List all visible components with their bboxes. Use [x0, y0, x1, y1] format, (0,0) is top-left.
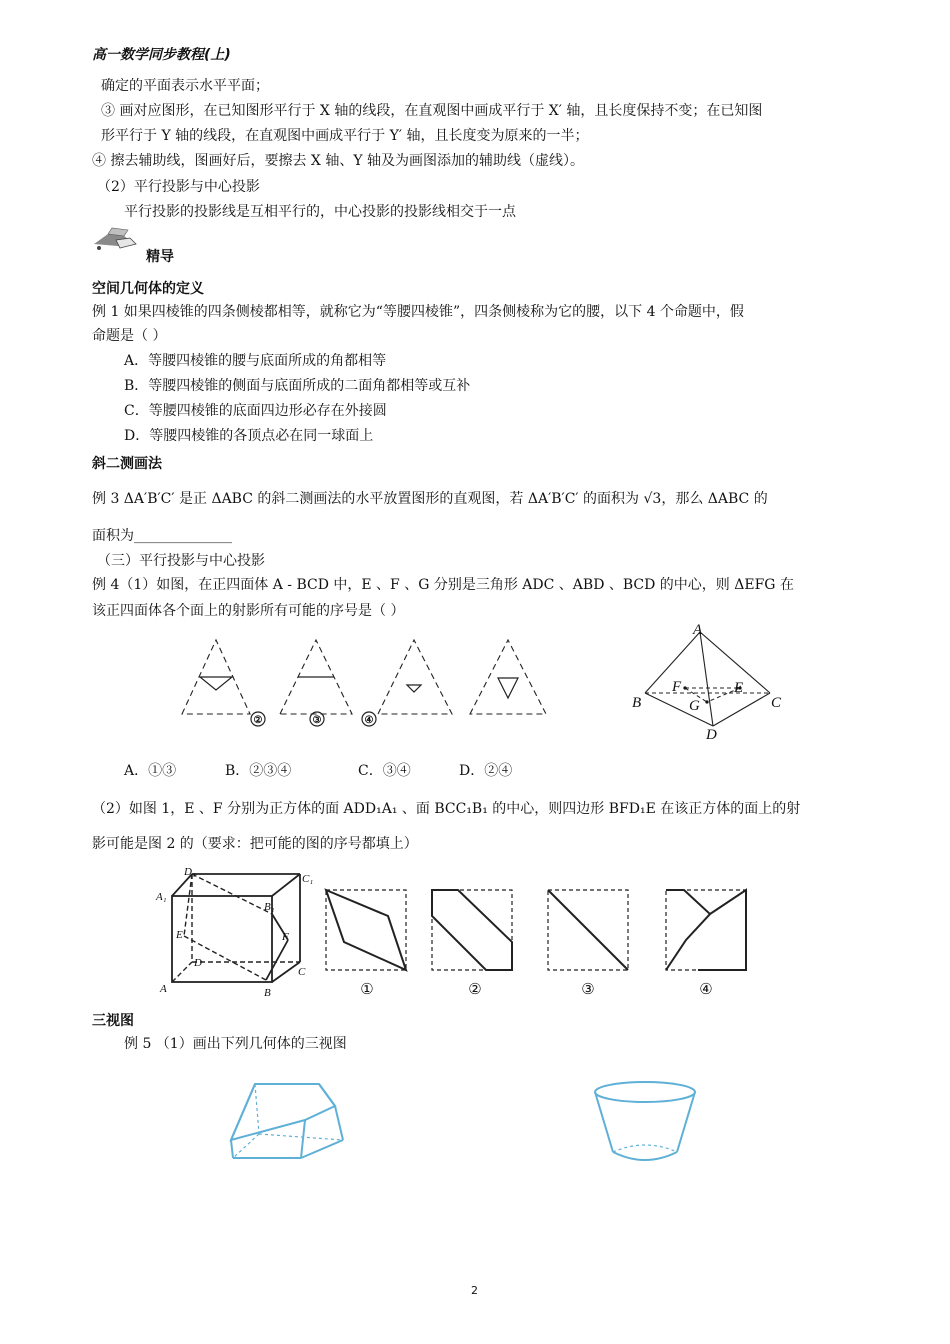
question-text: 面积为______________	[92, 528, 232, 544]
subsection-title: （2）平行投影与中心投影	[97, 179, 260, 195]
vertex-label: C	[298, 966, 306, 978]
vertex-label: C	[771, 695, 782, 711]
figure-label: ③	[581, 982, 595, 998]
vertex-label: D₁	[184, 866, 196, 878]
question-text: （2）如图 1，E 、F 分别为正方体的面 ADD₁A₁ 、面 BCC₁B₁ 的中心，则四边形 BFD₁E 在该正方体的面上的射	[92, 801, 801, 817]
question-text: 命题是（ ）	[92, 328, 167, 344]
point-label: G	[689, 698, 700, 714]
inner-shape-1	[200, 677, 232, 690]
choice-option: A．①③	[124, 763, 177, 779]
choice-option: C．等腰四棱锥的底面四边形必存在外接圆	[124, 403, 387, 419]
text-line: 平行投影的投影线是互相平行的，中心投影的投影线相交于一点	[124, 204, 516, 220]
page-number: 2	[471, 1284, 478, 1297]
vertex-label: D	[194, 957, 202, 969]
triangle-3	[378, 640, 452, 714]
section-title: 斜二测画法	[92, 456, 162, 472]
projection-shape-3	[548, 890, 628, 970]
subsection-title: （三）平行投影与中心投影	[97, 553, 265, 569]
projection-shape-2	[432, 890, 512, 970]
text-line: 形平行于 Y 轴的线段，在直观图中画成平行于 Y′ 轴，且长度变为原来的一半；	[101, 128, 589, 144]
text-line: ④ 擦去辅助线，图画好后，要擦去 X 轴、Y 轴及为画图添加的辅助线（虚线）。	[92, 153, 585, 169]
section-title: 空间几何体的定义	[92, 281, 204, 297]
square-4	[666, 890, 746, 970]
vertex-label: B	[632, 695, 642, 711]
point-label: E	[734, 680, 744, 696]
choice-option: A．等腰四棱锥的腰与底面所成的角都相等	[124, 353, 387, 369]
guide-label: 精导	[146, 249, 174, 265]
point-label: E	[176, 929, 183, 941]
vertex-label: C₁	[302, 873, 314, 885]
page-header: 高一数学同步教程(上)	[92, 47, 231, 63]
projection-shape-4	[666, 890, 746, 970]
text-line: ③ 画对应图形，在已知图形平行于 X 轴的线段，在直观图中画成平行于 X′ 轴，且长度保持不变；在已知图	[101, 103, 763, 119]
figure-label: ①	[360, 982, 374, 998]
choice-option: D．②④	[459, 763, 513, 779]
cube-figure	[150, 862, 330, 1002]
vertex-label: A₁	[156, 891, 167, 903]
projection-shape-1	[326, 890, 406, 970]
vertex-label: D	[706, 727, 717, 743]
vertex-label: B₁	[264, 901, 275, 913]
projection-triangles-figure	[170, 630, 560, 730]
square-frustum-figure	[225, 1074, 350, 1164]
book-icon	[90, 226, 140, 252]
point-label: F	[672, 679, 682, 695]
figure-label: ②	[468, 982, 482, 998]
question-text: 影可能是图 2 的（要求：把可能的图的序号都填上）	[92, 836, 418, 852]
vertex-label: A	[693, 622, 703, 638]
figure-label: ③	[312, 715, 322, 726]
figure-label: ④	[699, 982, 713, 998]
question-text: 例 1 如果四棱锥的四条侧棱都相等，就称它为“等腰四棱锥”，四条侧棱称为它的腰，以下 4 个命题中，假	[92, 304, 744, 320]
triangle-4	[470, 640, 546, 714]
question-text: 例 3 ΔA′B′C′ 是正 ΔABC 的斜二测画法的水平放置图形的直观图，若 ΔA′B′C′ 的面积为 √3，那么 ΔABC 的	[92, 491, 768, 507]
projection-squares-figure	[320, 884, 760, 1004]
tetrahedron-figure	[625, 618, 790, 748]
inner-shape-4	[498, 678, 518, 698]
choice-option: D．等腰四棱锥的各顶点必在同一球面上	[124, 428, 374, 444]
inner-shape-3	[407, 685, 421, 692]
choice-option: B．等腰四棱锥的侧面与底面所成的二面角都相等或互补	[124, 378, 471, 394]
square-1	[326, 890, 406, 970]
text-line: 确定的平面表示水平平面；	[101, 78, 269, 94]
question-text: 该正四面体各个面上的射影所有可能的序号是（ ）	[92, 603, 405, 619]
question-text: 例 5 （1）画出下列几何体的三视图	[124, 1036, 347, 1052]
choice-option: C．③④	[358, 763, 411, 779]
point-label: F	[282, 931, 289, 943]
vertex-label: B	[264, 987, 271, 999]
section-title: 三视图	[92, 1013, 134, 1029]
question-text: 例 4（1）如图，在正四面体 A - BCD 中，E 、F 、G 分别是三角形 ADC 、ABD 、BCD 的中心，则 ΔEFG 在	[92, 577, 794, 593]
vertex-label: A	[160, 983, 167, 995]
choice-option: B．②③④	[225, 763, 292, 779]
figure-label: ④	[364, 715, 374, 726]
cone-frustum-figure	[585, 1076, 705, 1171]
figure-label: ②	[253, 715, 263, 726]
